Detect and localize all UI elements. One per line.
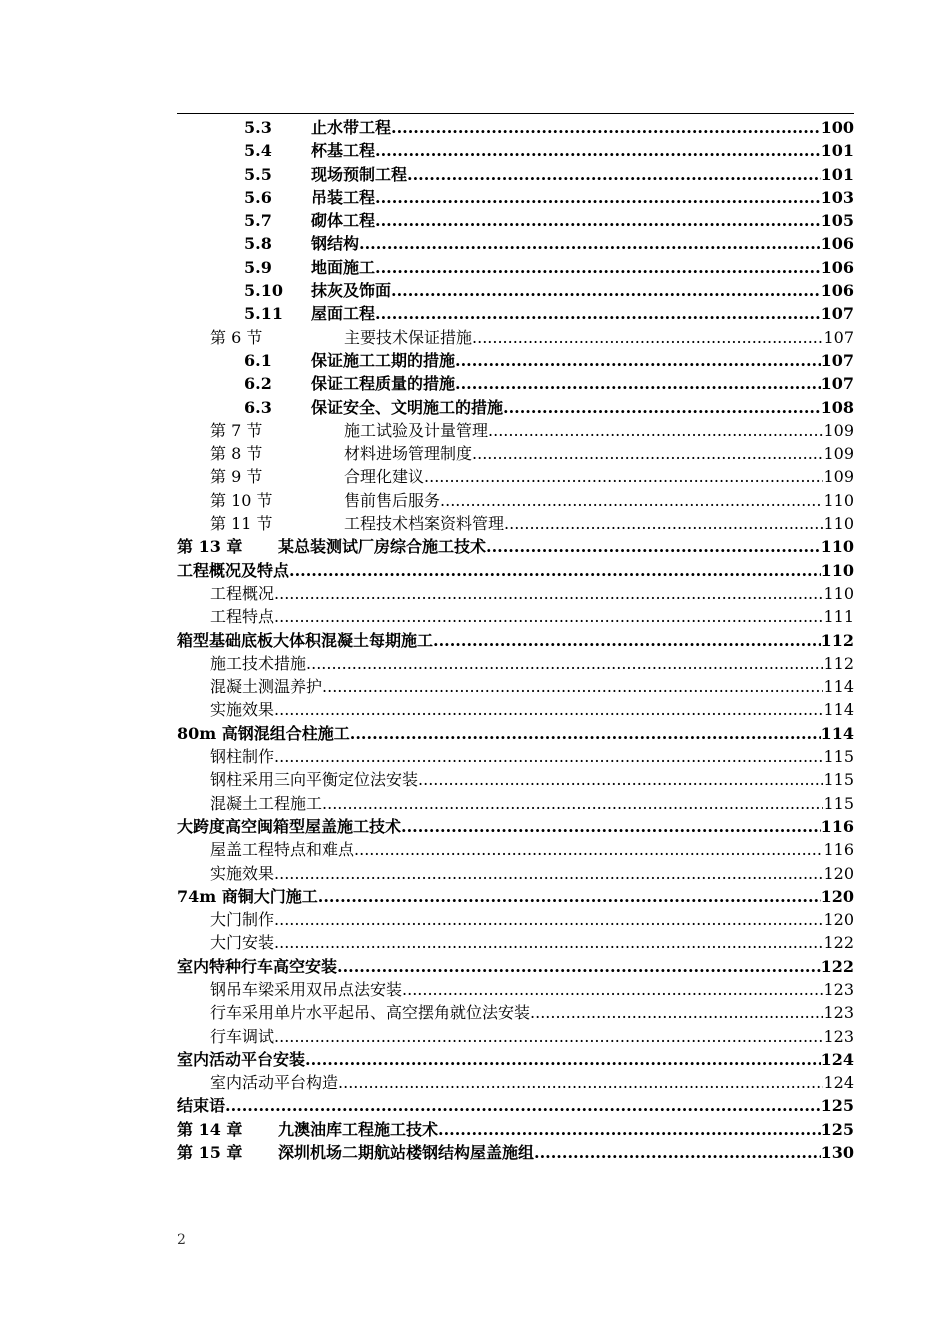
toc-entry-page: 110	[823, 514, 854, 534]
toc-entry[interactable]	[177, 698, 854, 721]
toc-dot-leader	[337, 955, 821, 978]
toc-entry[interactable]	[177, 209, 854, 232]
toc-entry-title: 箱型基础底板大体积混凝土每期施工	[177, 630, 434, 650]
toc-entry-page: 124	[823, 1073, 854, 1093]
toc-dot-leader	[503, 396, 821, 419]
toc-entry[interactable]	[177, 326, 854, 349]
toc-entry[interactable]	[177, 1048, 854, 1071]
toc-dot-leader	[322, 792, 823, 815]
toc-dot-leader	[433, 629, 821, 652]
toc-entry[interactable]	[177, 349, 854, 372]
header-rule	[177, 113, 854, 114]
toc-entry[interactable]	[177, 931, 854, 954]
toc-entry-page: 114	[823, 677, 854, 697]
toc-entry[interactable]	[177, 535, 854, 558]
toc-entry[interactable]	[177, 978, 854, 1001]
toc-dot-leader	[407, 163, 821, 186]
toc-entry-page: 125	[820, 1119, 854, 1139]
toc-entry-title: 钢柱制作	[210, 747, 275, 767]
toc-dot-leader	[274, 862, 823, 885]
toc-entry-title: 大跨度高空闽箱型屋盖施工技术	[177, 816, 402, 836]
toc-entry-number: 第 14 章	[177, 1119, 243, 1139]
toc-entry[interactable]	[177, 559, 854, 582]
toc-entry-number: 第 8 节	[210, 444, 263, 464]
toc-entry-title: 主要技术保证措施	[344, 327, 473, 347]
toc-entry-title: 74m 商铜大门施工	[177, 886, 318, 906]
toc-entry-page: 108	[820, 397, 854, 417]
toc-entry-page: 106	[820, 257, 854, 277]
toc-entry-page: 115	[823, 770, 854, 790]
toc-entry-page: 110	[823, 583, 854, 603]
toc-entry-number: 6.2	[244, 374, 272, 394]
toc-dot-leader	[424, 465, 823, 488]
toc-entry-page: 124	[820, 1049, 854, 1069]
toc-entry-page: 123	[823, 1003, 854, 1023]
toc-entry[interactable]	[177, 419, 854, 442]
toc-entry-number: 5.3	[244, 118, 272, 137]
toc-entry[interactable]	[177, 372, 854, 395]
toc-entry[interactable]	[177, 582, 854, 605]
toc-entry-title: 混凝土测温养护	[210, 677, 323, 697]
toc-entry-number: 第 11 节	[210, 514, 273, 534]
toc-entry[interactable]	[177, 1141, 854, 1164]
toc-entry-page: 114	[820, 723, 854, 743]
toc-entry-number: 5.8	[244, 234, 272, 254]
toc-dot-leader	[455, 372, 821, 395]
toc-dot-leader	[530, 1001, 823, 1024]
toc-entry-title: 屋面工程	[311, 304, 376, 324]
toc-entry-title: 室内特种行车高空安装	[177, 956, 338, 976]
toc-entry-title: 施工试验及计量管理	[344, 420, 489, 440]
table-of-contents	[177, 116, 854, 1164]
toc-entry[interactable]	[177, 768, 854, 791]
toc-entry-page: 107	[820, 374, 854, 394]
toc-entry[interactable]	[177, 256, 854, 279]
toc-entry[interactable]	[177, 629, 854, 652]
toc-entry-title: 工程技术档案资料管理	[344, 514, 505, 534]
toc-entry-page: 123	[823, 1026, 854, 1046]
toc-dot-leader	[472, 326, 823, 349]
toc-entry-number: 第 10 节	[210, 490, 273, 510]
toc-entry[interactable]	[177, 186, 854, 209]
toc-entry[interactable]	[177, 489, 854, 512]
toc-entry-title: 保证安全、文明施工的措施	[311, 397, 504, 417]
toc-entry-page: 107	[820, 350, 854, 370]
toc-entry-title: 砌体工程	[311, 211, 376, 231]
toc-entry-number: 5.4	[244, 141, 272, 161]
toc-dot-leader	[401, 815, 821, 838]
toc-entry-title: 钢柱采用三向平衡定位法安装	[210, 770, 419, 790]
toc-entry[interactable]	[177, 722, 854, 745]
toc-entry[interactable]	[177, 1001, 854, 1024]
toc-entry-title: 吊装工程	[311, 187, 376, 207]
toc-entry-title: 屋盖工程特点和难点	[210, 840, 355, 860]
toc-entry-title: 室内活动平台安装	[177, 1049, 306, 1069]
toc-entry-title: 施工技术措施	[210, 653, 307, 673]
toc-dot-leader	[402, 978, 823, 1001]
toc-entry-number: 5.9	[244, 257, 272, 277]
toc-entry-page: 122	[823, 933, 854, 953]
toc-entry[interactable]	[177, 1071, 854, 1094]
toc-dot-leader	[375, 209, 821, 232]
toc-entry[interactable]	[177, 163, 854, 186]
toc-entry-number: 5.11	[244, 304, 283, 324]
toc-dot-leader	[305, 1048, 821, 1071]
toc-entry[interactable]	[177, 885, 854, 908]
toc-entry-title: 保证工程质量的措施	[311, 374, 456, 394]
toc-entry-title: 工程概况及特点	[177, 560, 290, 580]
toc-entry-title: 合理化建议	[344, 467, 425, 487]
toc-dot-leader	[306, 652, 823, 675]
toc-entry[interactable]	[177, 955, 854, 978]
toc-entry-title: 某总装测试厂房综合施工技术	[278, 537, 487, 557]
toc-entry-title: 行车采用单片水平起吊、高空摆角就位法安装	[210, 1003, 531, 1023]
toc-entry-page: 109	[823, 444, 854, 464]
toc-entry-title: 结束语	[177, 1096, 226, 1116]
toc-entry-title: 工程特点	[210, 607, 275, 627]
toc-entry-page: 101	[820, 164, 854, 184]
toc-entry-page: 107	[823, 327, 854, 347]
toc-entry[interactable]	[177, 465, 854, 488]
toc-entry-page: 122	[820, 956, 854, 976]
toc-dot-leader	[359, 232, 821, 255]
toc-entry-page: 110	[820, 560, 854, 580]
toc-entry[interactable]	[177, 1118, 854, 1141]
toc-entry-page: 103	[820, 187, 854, 207]
toc-entry-title: 售前售后服务	[344, 490, 441, 510]
toc-entry-page: 109	[823, 467, 854, 487]
toc-entry-page: 116	[820, 816, 854, 836]
toc-entry-page: 112	[820, 630, 854, 650]
toc-dot-leader	[391, 116, 821, 139]
toc-entry-title: 80m 高钢混组合柱施工	[177, 723, 350, 743]
toc-entry[interactable]	[177, 862, 854, 885]
toc-entry-number: 第 6 节	[210, 327, 263, 347]
toc-entry-page: 105	[820, 211, 854, 231]
toc-entry-title: 九澳油库工程施工技术	[278, 1119, 439, 1139]
toc-entry[interactable]	[177, 279, 854, 302]
toc-entry-number: 5.6	[244, 187, 272, 207]
toc-entry-title: 深圳机场二期航站楼钢结构屋盖施组	[278, 1143, 535, 1163]
toc-dot-leader	[391, 279, 821, 302]
toc-entry-page: 115	[823, 793, 854, 813]
toc-entry-page: 123	[823, 979, 854, 999]
toc-dot-leader	[534, 1141, 821, 1164]
toc-entry-title: 实施效果	[210, 700, 275, 720]
toc-entry-title: 室内活动平台构造	[210, 1073, 339, 1093]
toc-dot-leader	[338, 1071, 823, 1094]
toc-entry[interactable]	[177, 792, 854, 815]
toc-dot-leader	[274, 1025, 823, 1048]
toc-entry-number: 5.7	[244, 211, 272, 231]
toc-dot-leader	[274, 582, 823, 605]
toc-entry-page: 114	[823, 700, 854, 720]
toc-entry-number: 6.1	[244, 350, 272, 370]
toc-entry-title: 杯基工程	[311, 141, 376, 161]
toc-entry[interactable]	[177, 838, 854, 861]
toc-dot-leader	[472, 442, 823, 465]
toc-dot-leader	[289, 559, 821, 582]
toc-entry-page: 107	[820, 304, 854, 324]
toc-dot-leader	[274, 908, 823, 931]
toc-entry-number: 5.10	[244, 281, 283, 301]
toc-entry[interactable]	[177, 512, 854, 535]
toc-entry-page: 110	[823, 490, 854, 510]
toc-entry-title: 止水带工程	[311, 118, 392, 137]
toc-entry-title: 钢吊车梁采用双吊点法安装	[210, 979, 403, 999]
toc-entry-title: 钢结构	[311, 234, 360, 254]
toc-entry[interactable]	[177, 116, 854, 139]
toc-entry-title: 大门制作	[210, 910, 275, 930]
toc-entry[interactable]	[177, 442, 854, 465]
toc-entry[interactable]	[177, 908, 854, 931]
toc-dot-leader	[375, 139, 821, 162]
toc-dot-leader	[318, 885, 821, 908]
toc-entry-title: 保证施工工期的措施	[311, 350, 456, 370]
toc-entry-page: 101	[820, 141, 854, 161]
toc-entry-page: 120	[823, 863, 854, 883]
toc-entry-title: 实施效果	[210, 863, 275, 883]
toc-entry-page: 100	[820, 118, 854, 137]
toc-entry[interactable]	[177, 302, 854, 325]
toc-entry-title: 地面施工	[311, 257, 376, 277]
toc-entry-page: 111	[823, 607, 854, 627]
toc-dot-leader	[375, 186, 821, 209]
toc-dot-leader	[440, 489, 823, 512]
toc-entry-title: 抹灰及饰面	[311, 281, 392, 301]
toc-entry-title: 大门安装	[210, 933, 275, 953]
toc-dot-leader	[375, 302, 821, 325]
toc-entry[interactable]	[177, 745, 854, 768]
toc-dot-leader	[488, 419, 823, 442]
toc-dot-leader	[350, 722, 821, 745]
toc-dot-leader	[274, 698, 823, 721]
toc-entry[interactable]	[177, 139, 854, 162]
toc-dot-leader	[486, 535, 821, 558]
toc-entry-page: 109	[823, 420, 854, 440]
toc-entry-title: 混凝土工程施工	[210, 793, 323, 813]
toc-dot-leader	[274, 931, 823, 954]
toc-entry-page: 116	[823, 840, 854, 860]
toc-entry[interactable]	[177, 396, 854, 419]
toc-dot-leader	[375, 256, 821, 279]
toc-entry-number: 第 15 章	[177, 1143, 243, 1163]
toc-entry-page: 115	[823, 747, 854, 767]
toc-entry-page: 112	[823, 653, 854, 673]
toc-entry-title: 材料进场管理制度	[344, 444, 473, 464]
toc-dot-leader	[418, 768, 823, 791]
toc-entry-page: 125	[820, 1096, 854, 1116]
toc-entry-number: 第 7 节	[210, 420, 263, 440]
toc-entry-number: 第 9 节	[210, 467, 263, 487]
toc-entry-title: 现场预制工程	[311, 164, 408, 184]
toc-entry-number: 5.5	[244, 164, 272, 184]
toc-dot-leader	[354, 838, 823, 861]
toc-entry[interactable]	[177, 675, 854, 698]
toc-entry-number: 6.3	[244, 397, 272, 417]
toc-entry[interactable]	[177, 1025, 854, 1048]
toc-entry-page: 106	[820, 281, 854, 301]
toc-dot-leader	[438, 1118, 821, 1141]
toc-entry[interactable]	[177, 605, 854, 628]
toc-dot-leader	[274, 605, 823, 628]
toc-entry[interactable]	[177, 815, 854, 838]
toc-entry-number: 第 13 章	[177, 537, 243, 557]
toc-entry-title: 工程概况	[210, 583, 275, 603]
toc-entry-page: 120	[820, 886, 854, 906]
toc-dot-leader	[274, 745, 823, 768]
page-number: 2	[177, 1232, 186, 1248]
toc-entry-page: 110	[820, 537, 854, 557]
toc-dot-leader	[225, 1094, 821, 1117]
toc-dot-leader	[504, 512, 823, 535]
toc-entry-page: 106	[820, 234, 854, 254]
toc-entry[interactable]	[177, 1094, 854, 1117]
toc-entry[interactable]	[177, 232, 854, 255]
toc-entry-page: 120	[823, 910, 854, 930]
toc-dot-leader	[455, 349, 821, 372]
toc-entry-page: 130	[820, 1143, 854, 1163]
toc-dot-leader	[322, 675, 823, 698]
toc-entry-title: 行车调试	[210, 1026, 275, 1046]
toc-entry[interactable]	[177, 652, 854, 675]
